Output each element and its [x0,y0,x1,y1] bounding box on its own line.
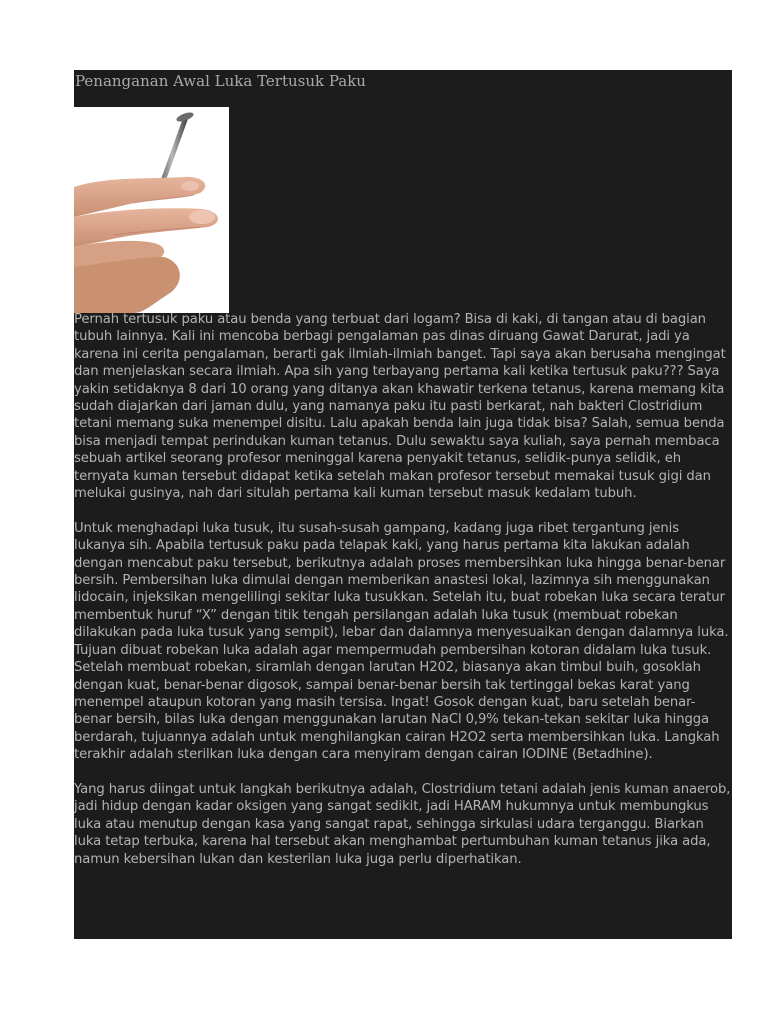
paragraph: Pernah tertusuk paku atau benda yang terbuat dari logam? Bisa di kaki, di tangan atau di bagian tubuh lainnya. Kali ini mencoba berbagi pengalaman pas dinas diruang Gawat Darurat, jadi ya karena ini cerita pengalaman, berarti gak ilmiah-ilmiah banget. Tapi saya akan berusaha mengingat dan menjelaskan secara ilmiah. Apa sih yang terbayang pertama kali ketika tertusuk paku??? Saya yakin setidaknya 8 dari 10 orang yang ditanya akan khawatir terkena tetanus, karena memang kita sudah diajarkan dari jaman dulu, yang namanya paku itu pasti berkarat, nah bakteri Clostridium tetani memang suka menempel disitu. Lalu apakah benda lain juga tidak bisa? Salah, semua benda bisa menjadi tempat perindukan kuman tetanus. Dulu sewaktu saya kuliah, saya pernah membaca sebuah artikel seorang profesor meninggal karena penyakit tetanus, selidik-punya selidik, eh ternyata kuman tersebut didapat ketika setelah makan profesor tersebut memakai tusuk gigi dan melukai gusinya, nah dari situlah pertama kali kuman tersebut masuk kedalam tubuh. [74,312,726,502]
paragraph: Yang harus diingat untuk langkah berikutnya adalah, Clostridium tetani adalah jenis kuman anaerob, jadi hidup dengan kadar oksigen yang sangat sedikit, jadi HARAM hukumnya untuk membungkus luka atau menutup dengan kasa yang sangat rapat, sehingga sirkulasi udara terganggu. Biarkan luka tetap terbuka, karena hal tersebut akan menghambat pertumbuhan kuman tetanus jika ada, namun kebersihan lukan dan kesterilan luka juga perlu diperhatikan. [74,781,731,867]
article-panel [74,70,732,939]
article-body [74,311,732,868]
article-title: Penanganan Awal Luka Tertusuk Paku [75,72,366,90]
paragraph: Untuk menghadapi luka tusuk, itu susah-susah gampang, kadang juga ribet tergantung jenis lukanya sih. Apabila tertusuk paku pada telapak kaki, yang harus pertama kita lakukan adalah dengan mencabut paku tersebut, berikutnya adalah proses membersihkan luka hingga benar-benar bersih. Pembersihan luka dimulai dengan memberikan anastesi lokal, lazimnya sih menggunakan lidocain, injeksikan mengelilingi sekitar luka tusukkan. Setelah itu, buat robekan luka secara teratur membentuk huruf “X” dengan titik tengah persilangan adalah luka tusuk (membuat robekan dilakukan pada luka tusuk yang sempit), lebar dan dalamnya menyesuaikan dengan dalamnya luka. Tujuan dibuat robekan luka adalah agar mempermudah pembersihan kotoran didalam luka tusuk. Setelah membuat robekan, siramlah dengan larutan H202, biasanya akan timbul buih, gosoklah dengan kuat, benar-benar digosok, sampai benar-benar bersih tak tertinggal bekas karat yang menempel ataupun kotoran yang masih tersisa. Ingat! Gosok dengan kuat, baru setelah benar-benar bersih, bilas luka dengan menggunakan larutan NaCl 0,9% tekan-tekan sekitar luka hingga berdarah, tujuannya adalah untuk menghilangkan cairan H2O2 serta membersihkan luka. Langkah terakhir adalah sterilkan luka dengan cara menyiram dengan cairan IODINE (Betadhine). [74,520,729,763]
article-photo [74,107,229,313]
